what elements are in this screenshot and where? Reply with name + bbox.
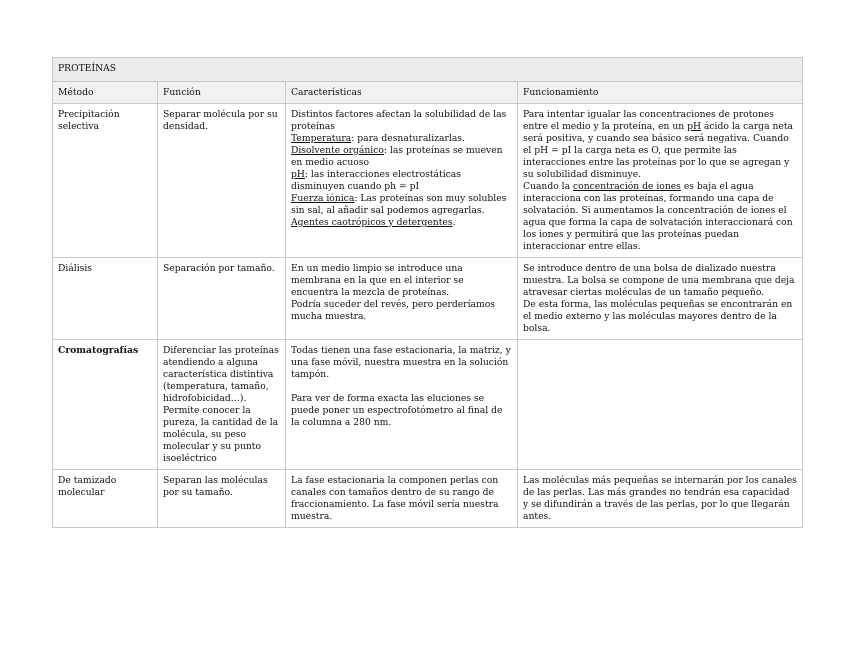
term-ph: pH xyxy=(687,121,702,132)
table-row-dialisis xyxy=(53,258,803,340)
header-caracteristicas: Características xyxy=(286,82,518,104)
cell-funcionamiento xyxy=(518,340,803,470)
cell-metodo: Precipitación selectiva xyxy=(53,104,158,258)
text-fun2: De esta forma, las moléculas pequeñas se encontrarán en el medio externo y las moléculas mayores dentro de la bolsa. xyxy=(523,299,793,334)
cell-funcionamiento: Las moléculas más pequeñas se internarán por los canales de las perlas. Las más grandes no tendrán esa capacidad y se difundirán a través de las perlas, por lo que llegarán antes. xyxy=(518,470,803,528)
text-car2: Para ver de forma exacta las eluciones se puede poner un espectrofotómetro al final de la columna a 280 nm. xyxy=(291,393,503,428)
term-fuerza-ionica: Fuerza iónica xyxy=(291,193,355,204)
cell-metodo: Diálisis xyxy=(53,258,158,340)
cell-funcion: Separan las moléculas por su tamaño. xyxy=(158,470,286,528)
text-fuerza-ionica: : Las proteínas son muy solubles sin sal, al añadir sal podemos agregarlas. xyxy=(291,193,507,216)
text-p1a: Para intentar igualar las concentraciones de protones entre el medio y la proteína, en un xyxy=(523,109,775,132)
table-header-row xyxy=(53,82,803,104)
text-p2b: es baja el agua interacciona con las proteínas, formando una capa de solvatación. Si aumentamos la concentración de iones el agua que forma la capa de solvatación interaccionará con los iones y permitirá que las proteínas puedan interaccionar entre ellas. xyxy=(523,181,793,252)
term-agentes: Agentes caotrópicos y detergentes xyxy=(291,217,453,228)
cell-caracteristicas xyxy=(286,258,518,340)
cell-funcionamiento xyxy=(518,258,803,340)
text-temperatura: : para desnaturalizarlas. xyxy=(351,133,465,144)
cell-funcionamiento xyxy=(518,104,803,258)
cell-funcion: Diferenciar las proteínas atendiendo a alguna característica distintiva (temperatura, tamaño, hidrofobicidad…). Permite conocer la pureza, la cantidad de la molécula, su peso molecular y su punto isoeléctrico xyxy=(158,340,286,470)
table-row-tamizado xyxy=(53,470,803,528)
cell-funcion: Separar molécula por su densidad. xyxy=(158,104,286,258)
text-p2a: Cuando la xyxy=(523,181,574,192)
header-funcion: Función xyxy=(158,82,286,104)
term-disolvente: Disolvente orgánico xyxy=(291,145,384,156)
header-metodo: Método xyxy=(53,82,158,104)
table-row-cromatografias xyxy=(53,340,803,470)
header-funcionamiento: Funcionamiento xyxy=(518,82,803,104)
cell-caracteristicas xyxy=(286,104,518,258)
text-car1: Todas tienen una fase estacionaria, la matriz, y una fase móvil, nuestra muestra en la solución tampón. xyxy=(291,345,511,380)
proteins-table xyxy=(52,57,803,528)
table-title-row xyxy=(53,58,803,82)
table-row-precipitacion xyxy=(53,104,803,258)
text-disolvente: : las proteínas se mueven en medio acuoso xyxy=(291,145,503,168)
cell-funcion: Separación por tamaño. xyxy=(158,258,286,340)
text-car1: En un medio limpio se introduce una membrana en la que en el interior se encuentra la mezcla de proteínas. xyxy=(291,263,464,298)
cell-caracteristicas: La fase estacionaria la componen perlas con canales con tamaños dentro de su rango de fraccionamiento. La fase móvil sería nuestra muestra. xyxy=(286,470,518,528)
term-concentracion: concentración de iones xyxy=(573,181,681,192)
text-car2: Podría suceder del revés, pero perderíamos mucha muestra. xyxy=(291,299,495,322)
text-fun1: Se introduce dentro de una bolsa de dializado nuestra muestra. La bolsa se compone de una membrana que deja atravesar ciertas moléculas de un tamaño pequeño. xyxy=(523,263,795,298)
text-intro: Distintos factores afectan la solubilidad de las proteínas xyxy=(291,109,507,132)
text-ph: : las interacciones electrostáticas disminuyen cuando ph = pI xyxy=(291,169,462,192)
term-temperatura: Temperatura xyxy=(291,133,352,144)
table-title: PROTEÍNAS xyxy=(53,58,803,82)
term-ph: pH xyxy=(291,169,305,180)
text-p1b: ácido la carga neta será positiva, y cuando sea básico será negativa. Cuando el pH = pI la carga neta es O, que permite las interacciones entre las proteínas por lo que se agregan y su solubilidad disminuye. xyxy=(523,121,793,180)
cell-caracteristicas xyxy=(286,340,518,470)
cell-metodo: Cromatografías xyxy=(53,340,158,470)
cell-metodo: De tamizado molecular xyxy=(53,470,158,528)
text-agentes: . xyxy=(452,217,456,228)
